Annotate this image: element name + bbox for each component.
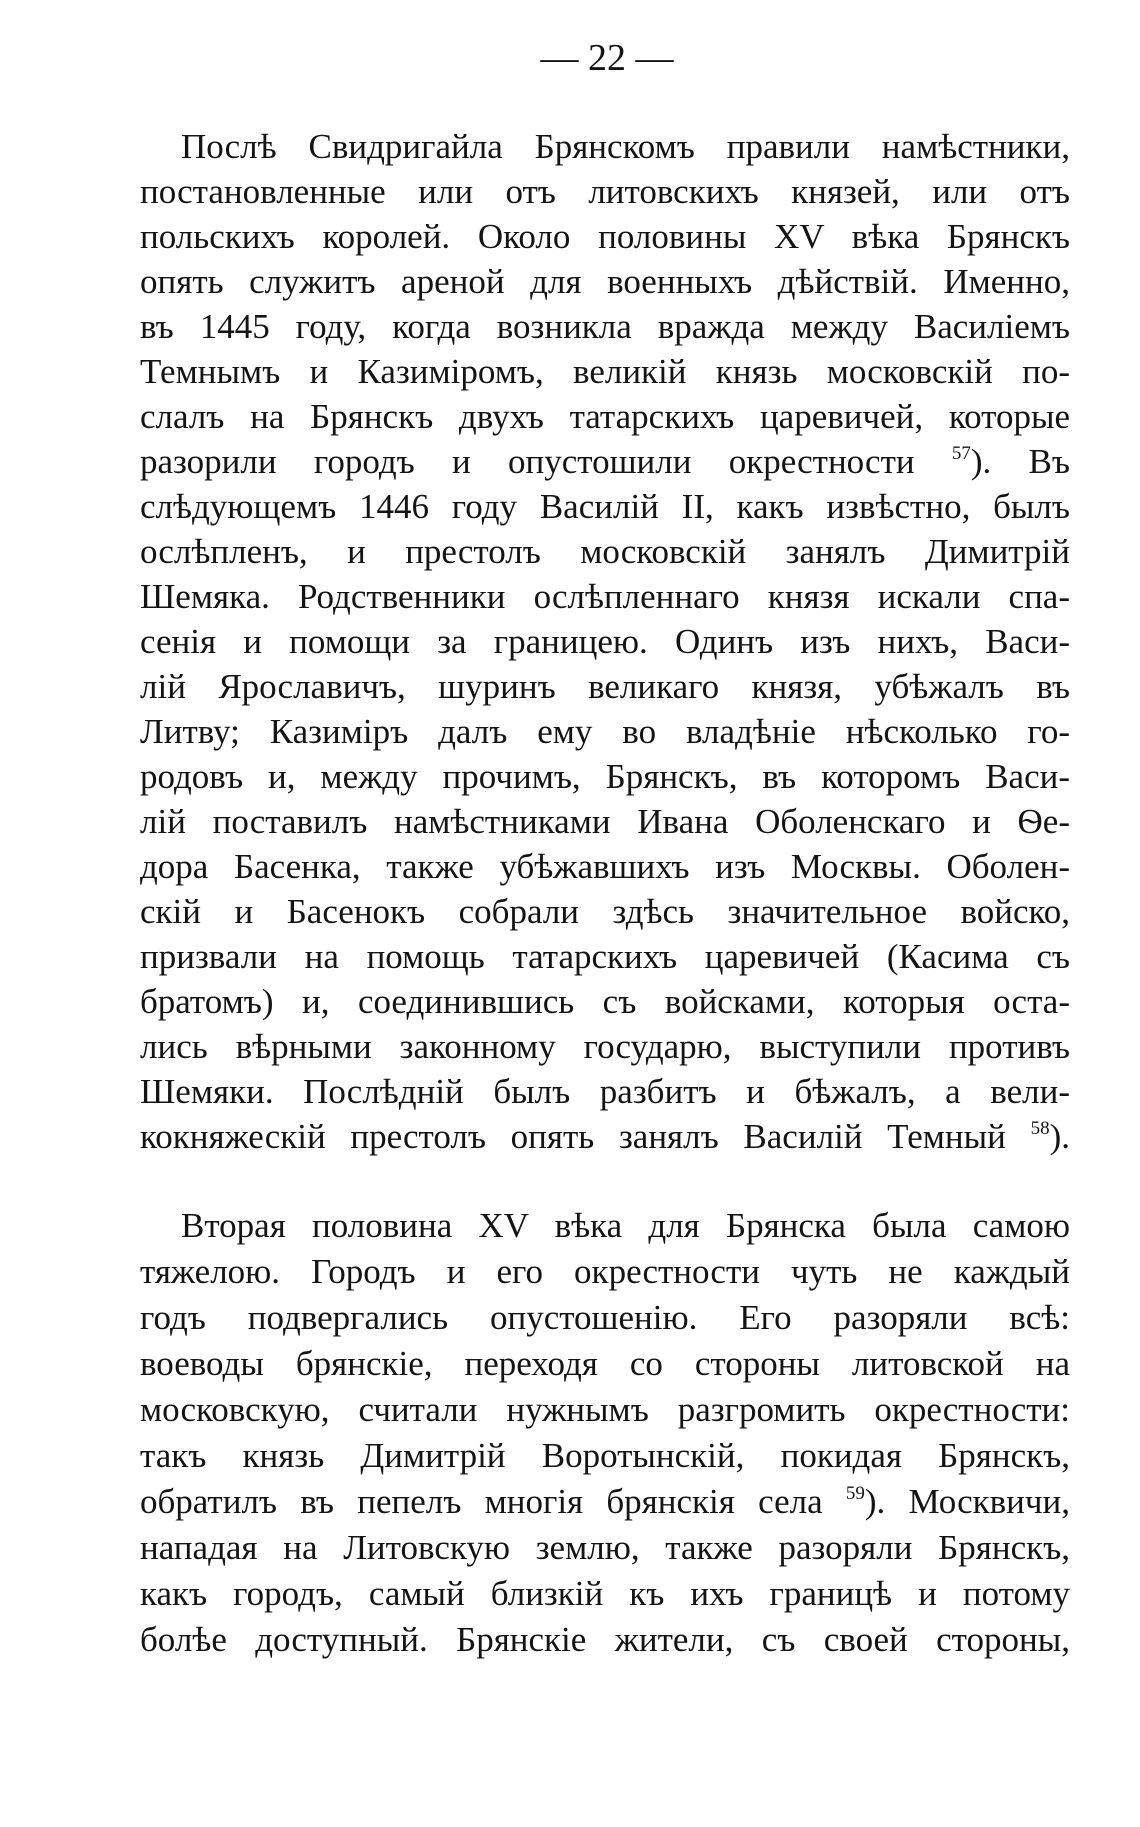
text-line: лій поставилъ намѣстниками Ивана Оболенскаго и Ѳе- (140, 802, 1070, 841)
text-line: Шемяка. Родственники ослѣпленнаго князя искали спа- (140, 577, 1070, 616)
text-line: Послѣ Свидригайла Брянскомъ правили намѣстники, (181, 127, 1070, 166)
footnote-ref: 59 (845, 1483, 865, 1504)
text-line: скій и Басенокъ собрали здѣсь значительное войско, (140, 892, 1070, 931)
text-line: Темнымъ и Казиміромъ, великій князь московскій по- (140, 352, 1070, 391)
text-line: родовъ и, между прочимъ, Брянскъ, въ которомъ Васи- (140, 757, 1070, 796)
text-line: въ 1445 году, когда возникла вражда между Василіемъ (140, 307, 1070, 346)
text-line: дора Басенка, также убѣжавшихъ изъ Москвы. Оболен- (140, 847, 1070, 886)
line-text: разорили городъ и опустошили окрестности (140, 442, 952, 481)
text-line (140, 1114, 1070, 1159)
line-text-tail: ). Въ (970, 442, 1070, 481)
page-number: — 22 — (540, 37, 674, 79)
text-line: тяжелою. Городъ и его окрестности чуть не каждый (140, 1252, 1070, 1291)
line-text-tail: ). Москвичи, (864, 1482, 1070, 1521)
line-text-tail: ). (1049, 1117, 1070, 1156)
paragraph (140, 1203, 1070, 1663)
line-text: кокняжескій престолъ опять занялъ Василій Темный (140, 1117, 1031, 1156)
text-line: воеводы брянскіе, переходя со стороны литовской на (140, 1344, 1070, 1383)
text-line: Литву; Казиміръ далъ ему во владѣніе нѣсколько го- (140, 712, 1070, 751)
text-line: Вторая половина XV вѣка для Брянска была самою (181, 1206, 1070, 1245)
text-line: сенія и помощи за границею. Одинъ изъ нихъ, Васи- (140, 622, 1070, 661)
text-line (140, 439, 1070, 484)
text-line: братомъ) и, соединившись съ войсками, которыя оста- (140, 982, 1070, 1021)
text-line: ослѣпленъ, и престолъ московскій занялъ Димитрій (140, 532, 1070, 571)
footnote-ref: 57 (951, 443, 971, 464)
text-line: постановленные или отъ литовскихъ князей, или отъ (140, 172, 1070, 211)
text-line: годъ подвергались опустошенію. Его разоряли всѣ: (140, 1298, 1070, 1337)
text-line: московскую, считали нужнымъ разгромить окрестности: (140, 1390, 1070, 1429)
text-line: призвали на помощь татарскихъ царевичей (Касима съ (140, 937, 1070, 976)
text-line: такъ князь Димитрій Воротынскій, покидая Брянскъ, (140, 1436, 1070, 1475)
footnote-ref: 58 (1030, 1118, 1050, 1139)
text-line: Шемяки. Послѣдній былъ разбитъ и бѣжалъ, а вели- (140, 1072, 1070, 1111)
paragraph (140, 124, 1070, 1159)
text-line: лись вѣрными законному государю, выступили противъ (140, 1027, 1070, 1066)
text-line: слалъ на Брянскъ двухъ татарскихъ царевичей, которые (140, 397, 1070, 436)
text-line: лій Ярославичъ, шуринъ великаго князя, убѣжалъ въ (140, 667, 1070, 706)
line-text: обратилъ въ пепелъ многія брянскія села (140, 1482, 846, 1521)
text-line: какъ городъ, самый близкій къ ихъ границѣ и потому (140, 1574, 1070, 1613)
text-line: польскихъ королей. Около половины XV вѣка Брянскъ (140, 217, 1070, 256)
text-line (140, 1479, 1070, 1525)
text-line: болѣе доступный. Брянскіе жители, съ своей стороны, (140, 1620, 1070, 1659)
text-line: опять служитъ ареной для военныхъ дѣйствій. Именно, (140, 262, 1070, 301)
text-line: нападая на Литовскую землю, также разоряли Брянскъ, (140, 1528, 1070, 1567)
text-line: слѣдующемъ 1446 году Василій II, какъ извѣстно, былъ (140, 487, 1070, 526)
